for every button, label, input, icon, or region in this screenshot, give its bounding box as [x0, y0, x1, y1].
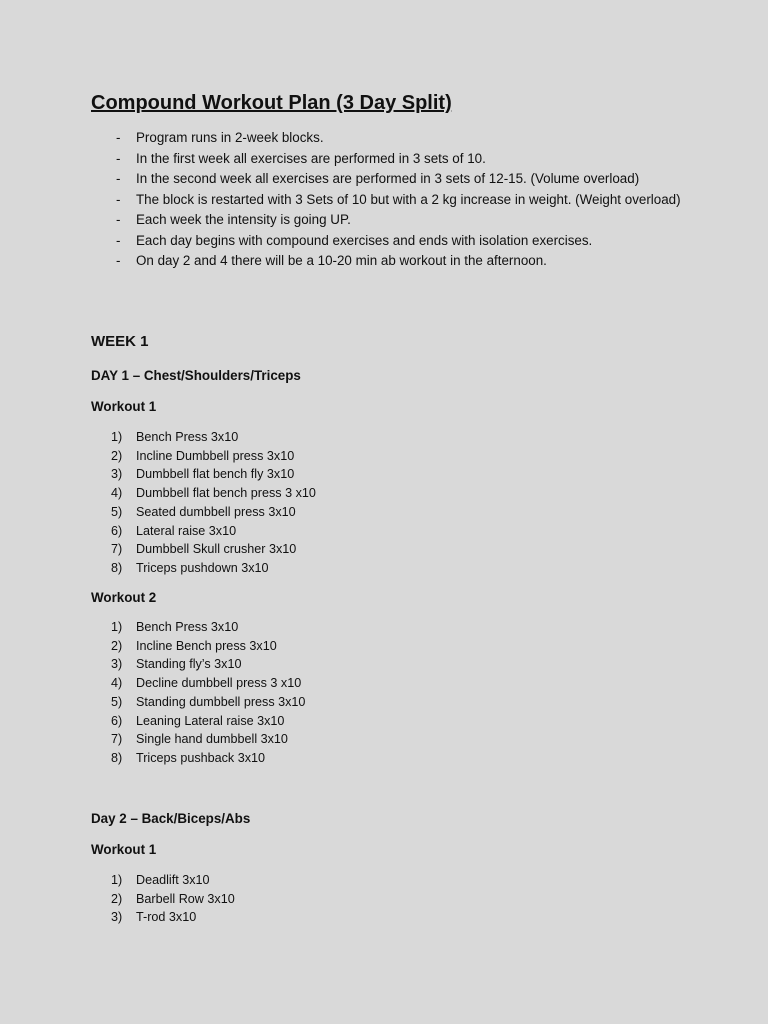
list-item: 8) Triceps pushback 3x10: [111, 750, 266, 765]
list-item: 5) Seated dumbbell press 3x10: [111, 504, 296, 519]
list-item: 6) Leaning Lateral raise 3x10: [111, 713, 285, 728]
list-item: 1) Bench Press 3x10: [111, 620, 239, 634]
list-item: - The block is restarted with 3 Sets of 10 but with a 2 kg increase in weight. (Weight overload): [116, 191, 681, 207]
day1-workout2-heading: Workout 2: [91, 590, 157, 605]
list-item: 3) Standing fly’s 3x10: [111, 657, 242, 672]
program-rules-list: [91, 128, 731, 272]
list-item: 3) Dumbbell flat bench fly 3x10: [111, 467, 295, 482]
list-item: 4) Decline dumbbell press 3 x10: [111, 676, 302, 691]
list-item: - Program runs in 2-week blocks.: [116, 130, 324, 145]
day2-workout1-list: [91, 871, 591, 927]
list-item: 2) Incline Dumbbell press 3x10: [111, 448, 295, 463]
list-item: 7) Single hand dumbbell 3x10: [111, 732, 288, 747]
day2-heading: Day 2 – Back/Biceps/Abs: [91, 811, 251, 826]
week-heading: WEEK 1: [91, 333, 149, 350]
list-item: 4) Dumbbell flat bench press 3 x10: [111, 486, 316, 501]
list-item: - In the first week all exercises are performed in 3 sets of 10.: [116, 150, 486, 166]
day1-workout1-heading: Workout 1: [91, 399, 157, 414]
day2-workout1-heading: Workout 1: [91, 842, 157, 857]
day1-workout1-list: [91, 428, 591, 578]
list-item: - In the second week all exercises are performed in 3 sets of 12-15. (Volume overload): [116, 171, 640, 186]
day1-workout2-list: [91, 618, 591, 768]
list-item: - Each week the intensity is going UP.: [116, 212, 351, 227]
list-item: 2) Barbell Row 3x10: [111, 891, 235, 906]
list-item: 2) Incline Bench press 3x10: [111, 638, 277, 653]
list-item: - Each day begins with compound exercises and ends with isolation exercises.: [116, 232, 593, 248]
list-item: 5) Standing dumbbell press 3x10: [111, 694, 306, 709]
list-item: - On day 2 and 4 there will be a 10-20 min ab workout in the afternoon.: [116, 253, 547, 268]
list-item: 3) T-rod 3x10: [111, 910, 197, 925]
list-item: 1) Bench Press 3x10: [111, 430, 239, 444]
list-item: 1) Deadlift 3x10: [111, 873, 210, 887]
list-item: 7) Dumbbell Skull crusher 3x10: [111, 542, 297, 557]
document-title: Compound Workout Plan (3 Day Split): [91, 92, 452, 114]
list-item: 8) Triceps pushdown 3x10: [111, 560, 269, 575]
list-item: 6) Lateral raise 3x10: [111, 523, 237, 538]
day1-heading: DAY 1 – Chest/Shoulders/Triceps: [91, 368, 301, 383]
